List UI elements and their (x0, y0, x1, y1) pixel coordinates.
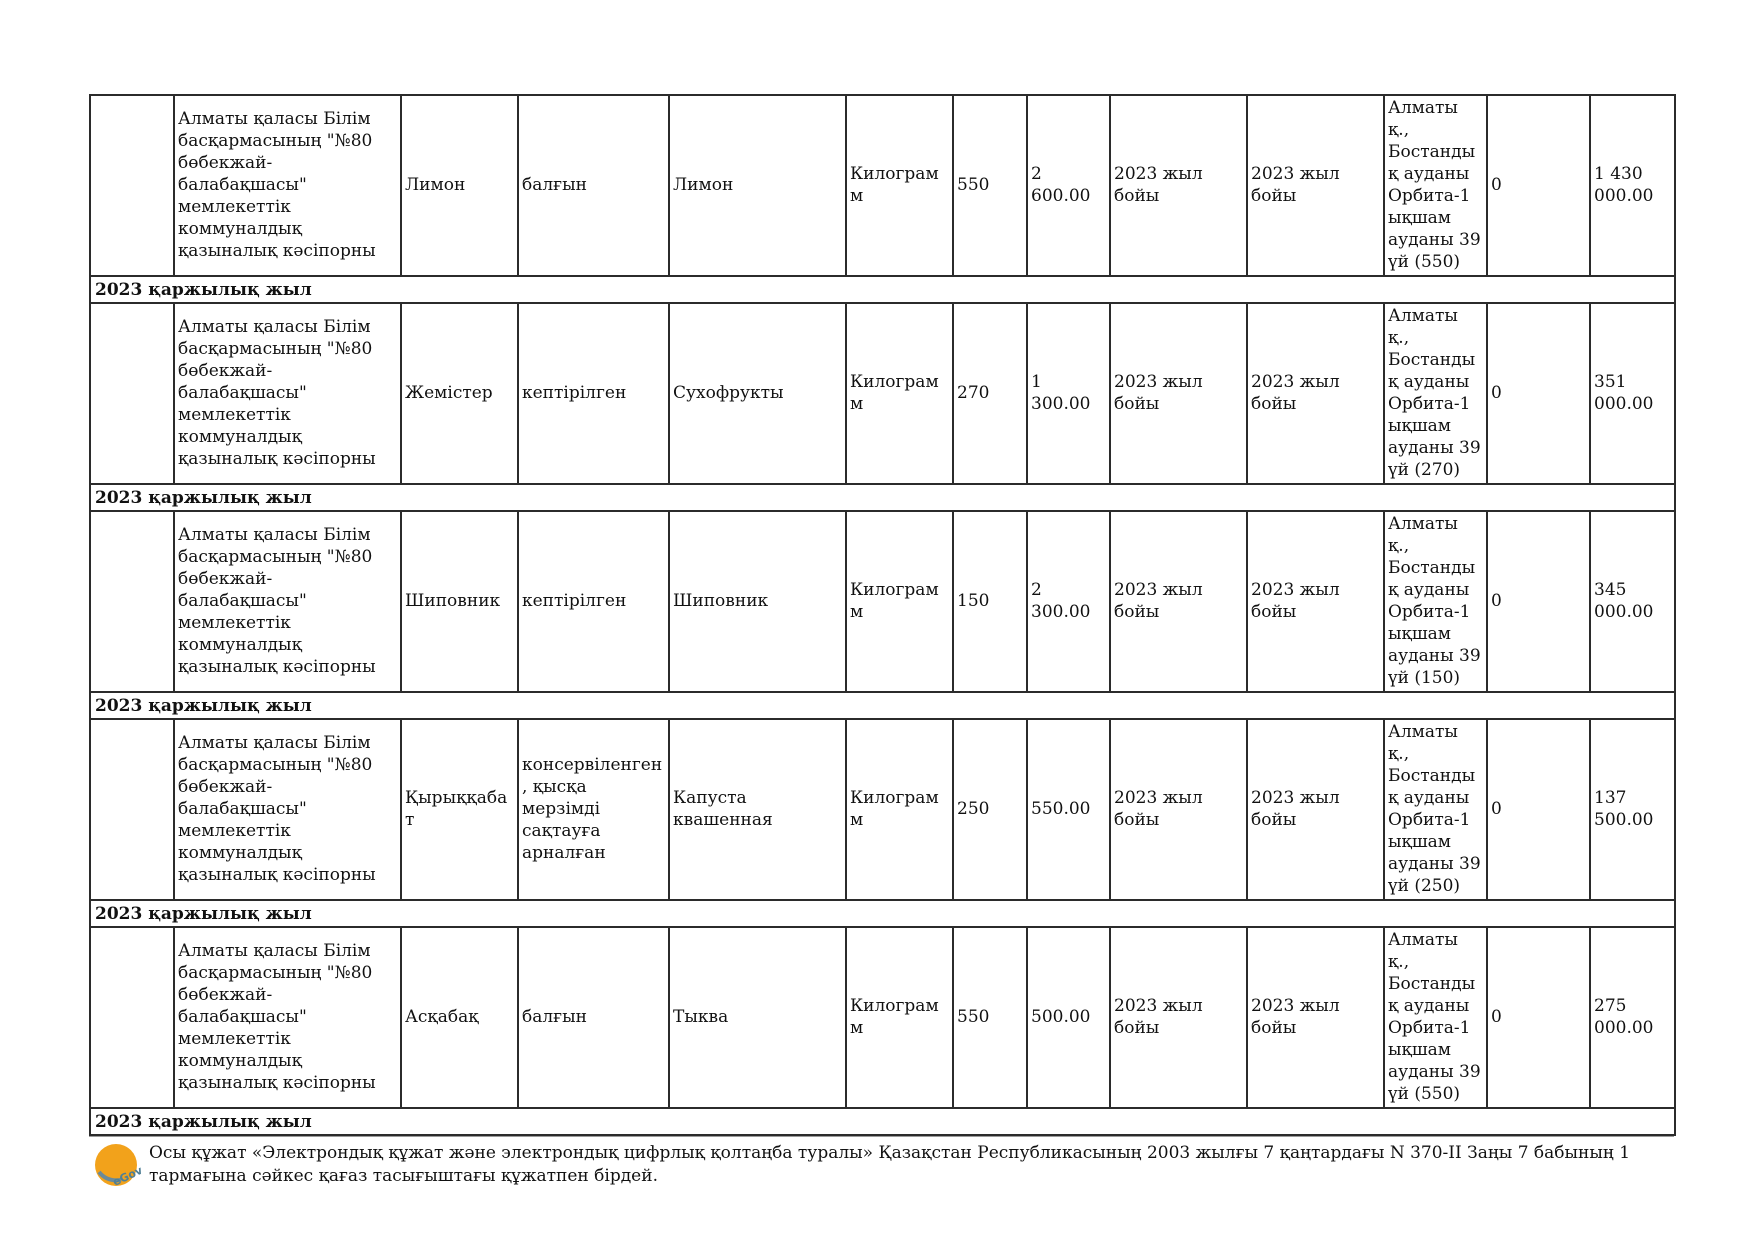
cell-price: 550.00 (1027, 719, 1110, 900)
cell-advance: 0 (1487, 927, 1590, 1108)
footer-legal-text: Осы құжат «Электрондық құжат және электрондық цифрлық қолтаңба туралы» Қазақстан Республикасының 2003 жылғы 7 қаңтардағы N 370-II Заңы 7 бабының 1 тармағына сәйкес қағаз тасығыштағы құжатпен бірдей. (149, 1143, 1631, 1186)
footer-divider (89, 1136, 1674, 1137)
cell-total: 137 500.00 (1590, 719, 1675, 900)
cell-period-end: 2023 жыл бойы (1247, 511, 1384, 692)
table-row (90, 303, 1675, 484)
fiscal-year-label: 2023 қаржылық жыл (90, 900, 1675, 927)
egov-logo-svg (93, 1142, 145, 1190)
cell-price: 1 300.00 (1027, 303, 1110, 484)
cell-description: балғын (518, 927, 669, 1108)
cell-delivery-place: Алматы қ., Бостандық ауданы Орбита-1 ықшам ауданы 39 үй (250) (1384, 719, 1487, 900)
cell-name-kz: Шиповник (401, 511, 518, 692)
cell-advance: 0 (1487, 511, 1590, 692)
cell-customer: Алматы қаласы Білім басқармасының "№80 бөбекжай-балабақшасы" мемлекеттік коммуналдық қазыналық кәсіпорны (174, 303, 401, 484)
table-body (90, 95, 1675, 1135)
cell-description: кептірілген (518, 511, 669, 692)
cell-price: 2 600.00 (1027, 95, 1110, 276)
cell-quantity: 150 (953, 511, 1027, 692)
cell-delivery-place: Алматы қ., Бостандық ауданы Орбита-1 ықшам ауданы 39 үй (550) (1384, 927, 1487, 1108)
cell-period-start: 2023 жыл бойы (1110, 303, 1247, 484)
fiscal-year-row (90, 1108, 1675, 1135)
cell-period-end: 2023 жыл бойы (1247, 95, 1384, 276)
fiscal-year-row (90, 484, 1675, 511)
cell-name-ru: Тыква (669, 927, 846, 1108)
cell-name-kz: Асқабақ (401, 927, 518, 1108)
cell-unit: Килограмм (846, 303, 953, 484)
table-row (90, 95, 1675, 276)
cell-advance: 0 (1487, 303, 1590, 484)
cell-name-ru: Капуста квашенная (669, 719, 846, 900)
table-row (90, 511, 1675, 692)
cell-name-ru: Сухофрукты (669, 303, 846, 484)
cell-period-end: 2023 жыл бойы (1247, 719, 1384, 900)
cell-total: 1 430 000.00 (1590, 95, 1675, 276)
cell-delivery-place: Алматы қ., Бостандық ауданы Орбита-1 ықшам ауданы 39 үй (550) (1384, 95, 1487, 276)
cell-name-kz: Қырыққабат (401, 719, 518, 900)
cell-period-end: 2023 жыл бойы (1247, 927, 1384, 1108)
cell-description: кептірілген (518, 303, 669, 484)
table-row (90, 927, 1675, 1108)
cell-quantity: 550 (953, 95, 1027, 276)
cell-name-ru: Шиповник (669, 511, 846, 692)
cell-advance: 0 (1487, 95, 1590, 276)
cell-index (90, 511, 174, 692)
cell-index (90, 303, 174, 484)
cell-description: балғын (518, 95, 669, 276)
cell-period-start: 2023 жыл бойы (1110, 511, 1247, 692)
cell-quantity: 550 (953, 927, 1027, 1108)
cell-name-ru: Лимон (669, 95, 846, 276)
cell-total: 275 000.00 (1590, 927, 1675, 1108)
cell-unit: Килограмм (846, 511, 953, 692)
cell-index (90, 719, 174, 900)
fiscal-year-row (90, 276, 1675, 303)
fiscal-year-label: 2023 қаржылық жыл (90, 484, 1675, 511)
cell-quantity: 270 (953, 303, 1027, 484)
fiscal-year-label: 2023 қаржылық жыл (90, 692, 1675, 719)
cell-name-kz: Жемістер (401, 303, 518, 484)
egov-logo-icon (93, 1142, 145, 1190)
cell-customer: Алматы қаласы Білім басқармасының "№80 бөбекжай-балабақшасы" мемлекеттік коммуналдық қазыналық кәсіпорны (174, 719, 401, 900)
cell-description: консервіленген, қысқа мерзімді сақтауға арналған (518, 719, 669, 900)
cell-unit: Килограмм (846, 927, 953, 1108)
cell-advance: 0 (1487, 719, 1590, 900)
cell-period-start: 2023 жыл бойы (1110, 719, 1247, 900)
cell-price: 2 300.00 (1027, 511, 1110, 692)
cell-total: 345 000.00 (1590, 511, 1675, 692)
cell-index (90, 927, 174, 1108)
table-row (90, 719, 1675, 900)
cell-customer: Алматы қаласы Білім басқармасының "№80 бөбекжай-балабақшасы" мемлекеттік коммуналдық қазыналық кәсіпорны (174, 511, 401, 692)
cell-quantity: 250 (953, 719, 1027, 900)
logo-mark: eGov (110, 1163, 145, 1189)
cell-delivery-place: Алматы қ., Бостандық ауданы Орбита-1 ықшам ауданы 39 үй (270) (1384, 303, 1487, 484)
cell-unit: Килограмм (846, 95, 953, 276)
procurement-table (89, 94, 1676, 1136)
cell-period-start: 2023 жыл бойы (1110, 927, 1247, 1108)
fiscal-year-row (90, 692, 1675, 719)
cell-period-end: 2023 жыл бойы (1247, 303, 1384, 484)
cell-index (90, 95, 174, 276)
cell-unit: Килограмм (846, 719, 953, 900)
fiscal-year-row (90, 900, 1675, 927)
fiscal-year-label: 2023 қаржылық жыл (90, 276, 1675, 303)
cell-customer: Алматы қаласы Білім басқармасының "№80 бөбекжай-балабақшасы" мемлекеттік коммуналдық қазыналық кәсіпорны (174, 927, 401, 1108)
cell-delivery-place: Алматы қ., Бостандық ауданы Орбита-1 ықшам ауданы 39 үй (150) (1384, 511, 1487, 692)
cell-name-kz: Лимон (401, 95, 518, 276)
cell-period-start: 2023 жыл бойы (1110, 95, 1247, 276)
cell-price: 500.00 (1027, 927, 1110, 1108)
cell-customer: Алматы қаласы Білім басқармасының "№80 бөбекжай-балабақшасы" мемлекеттік коммуналдық қазыналық кәсіпорны (174, 95, 401, 276)
fiscal-year-label: 2023 қаржылық жыл (90, 1108, 1675, 1135)
cell-total: 351 000.00 (1590, 303, 1675, 484)
